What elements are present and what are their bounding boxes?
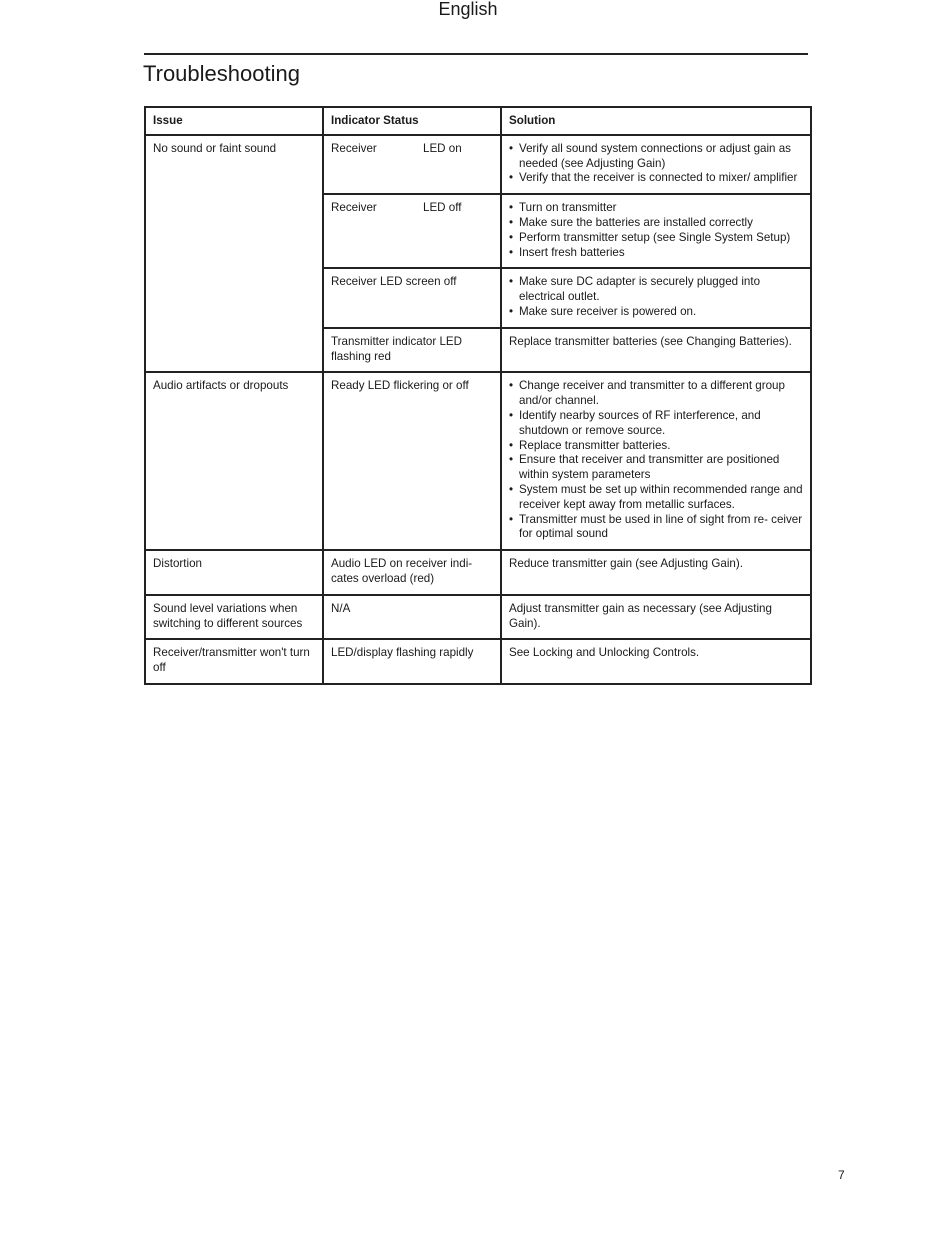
indicator-cell: Ready LED flickering or off xyxy=(323,372,501,550)
indicator-led-state: LED on xyxy=(423,141,462,155)
solution-item: • Insert fresh batteries xyxy=(509,246,803,261)
solution-item: • Verify all sound system connections or adjust gain as needed (see Adjusting Gain) xyxy=(509,142,803,172)
issue-cell: Sound level variations when switching to different sources xyxy=(145,595,323,640)
table-row xyxy=(145,595,811,640)
solution-item: • Transmitter must be used in line of sight from re- ceiver for optimal sound xyxy=(509,513,803,543)
solution-cell xyxy=(501,372,811,550)
indicator-led-state: LED off xyxy=(423,201,462,215)
solution-item: • Identify nearby sources of RF interference, and shutdown or remove source. xyxy=(509,409,803,439)
page-number: 7 xyxy=(838,1168,845,1182)
column-header-indicator-status: Indicator Status xyxy=(323,107,501,135)
indicator-cell: Audio LED on receiver indi- cates overload (red) xyxy=(323,550,501,595)
indicator-cell: Transmitter indicator LED flashing red xyxy=(323,328,501,373)
solution-item: • Make sure receiver is powered on. xyxy=(509,305,803,320)
indicator-cell: N/A xyxy=(323,595,501,640)
section-title: Troubleshooting xyxy=(143,61,300,86)
solution-cell: Reduce transmitter gain (see Adjusting Gain). xyxy=(501,550,811,595)
solution-cell xyxy=(501,194,811,268)
solution-item: • Ensure that receiver and transmitter are positioned within system parameters xyxy=(509,453,803,483)
solution-item: • Verify that the receiver is connected to mixer/ amplifier xyxy=(509,171,803,186)
issue-cell: No sound or faint sound xyxy=(145,135,323,373)
indicator-device: Receiver xyxy=(331,141,377,155)
solution-item: • System must be set up within recommended range and receiver kept away from metallic surfaces. xyxy=(509,483,803,513)
solution-cell xyxy=(501,135,811,194)
solution-cell: Replace transmitter batteries (see Changing Batteries). xyxy=(501,328,811,373)
issue-cell: Audio artifacts or dropouts xyxy=(145,372,323,550)
solution-cell: Adjust transmitter gain as necessary (see Adjusting Gain). xyxy=(501,595,811,640)
column-header-issue: Issue xyxy=(145,107,323,135)
solution-item: • Perform transmitter setup (see Single System Setup) xyxy=(509,231,803,246)
language-header: English xyxy=(438,0,498,19)
table-row xyxy=(145,639,811,684)
table-row xyxy=(145,372,811,550)
solution-item: • Make sure DC adapter is securely plugged into electrical outlet. xyxy=(509,275,803,305)
solution-list xyxy=(509,275,803,319)
table-row xyxy=(145,550,811,595)
column-header-solution: Solution xyxy=(501,107,811,135)
solution-cell xyxy=(501,268,811,327)
solution-cell: See Locking and Unlocking Controls. xyxy=(501,639,811,684)
table-row xyxy=(145,135,811,194)
solution-item: • Turn on transmitter xyxy=(509,201,803,216)
indicator-cell: Receiver LED screen off xyxy=(323,268,501,327)
solution-item: • Make sure the batteries are installed correctly xyxy=(509,216,803,231)
indicator-cell xyxy=(323,194,501,268)
indicator-cell: LED/display flashing rapidly xyxy=(323,639,501,684)
solution-list xyxy=(509,201,803,260)
title-rule xyxy=(144,53,808,55)
indicator-cell xyxy=(323,135,501,194)
indicator-device: Receiver xyxy=(331,201,377,215)
solution-item: • Replace transmitter batteries. xyxy=(509,439,803,454)
table-header-row xyxy=(145,107,811,135)
issue-cell: Distortion xyxy=(145,550,323,595)
issue-cell: Receiver/transmitter won't turn off xyxy=(145,639,323,684)
solution-list xyxy=(509,142,803,186)
solution-list xyxy=(509,379,803,542)
troubleshooting-table xyxy=(144,106,812,685)
solution-item: • Change receiver and transmitter to a different group and/or channel. xyxy=(509,379,803,409)
